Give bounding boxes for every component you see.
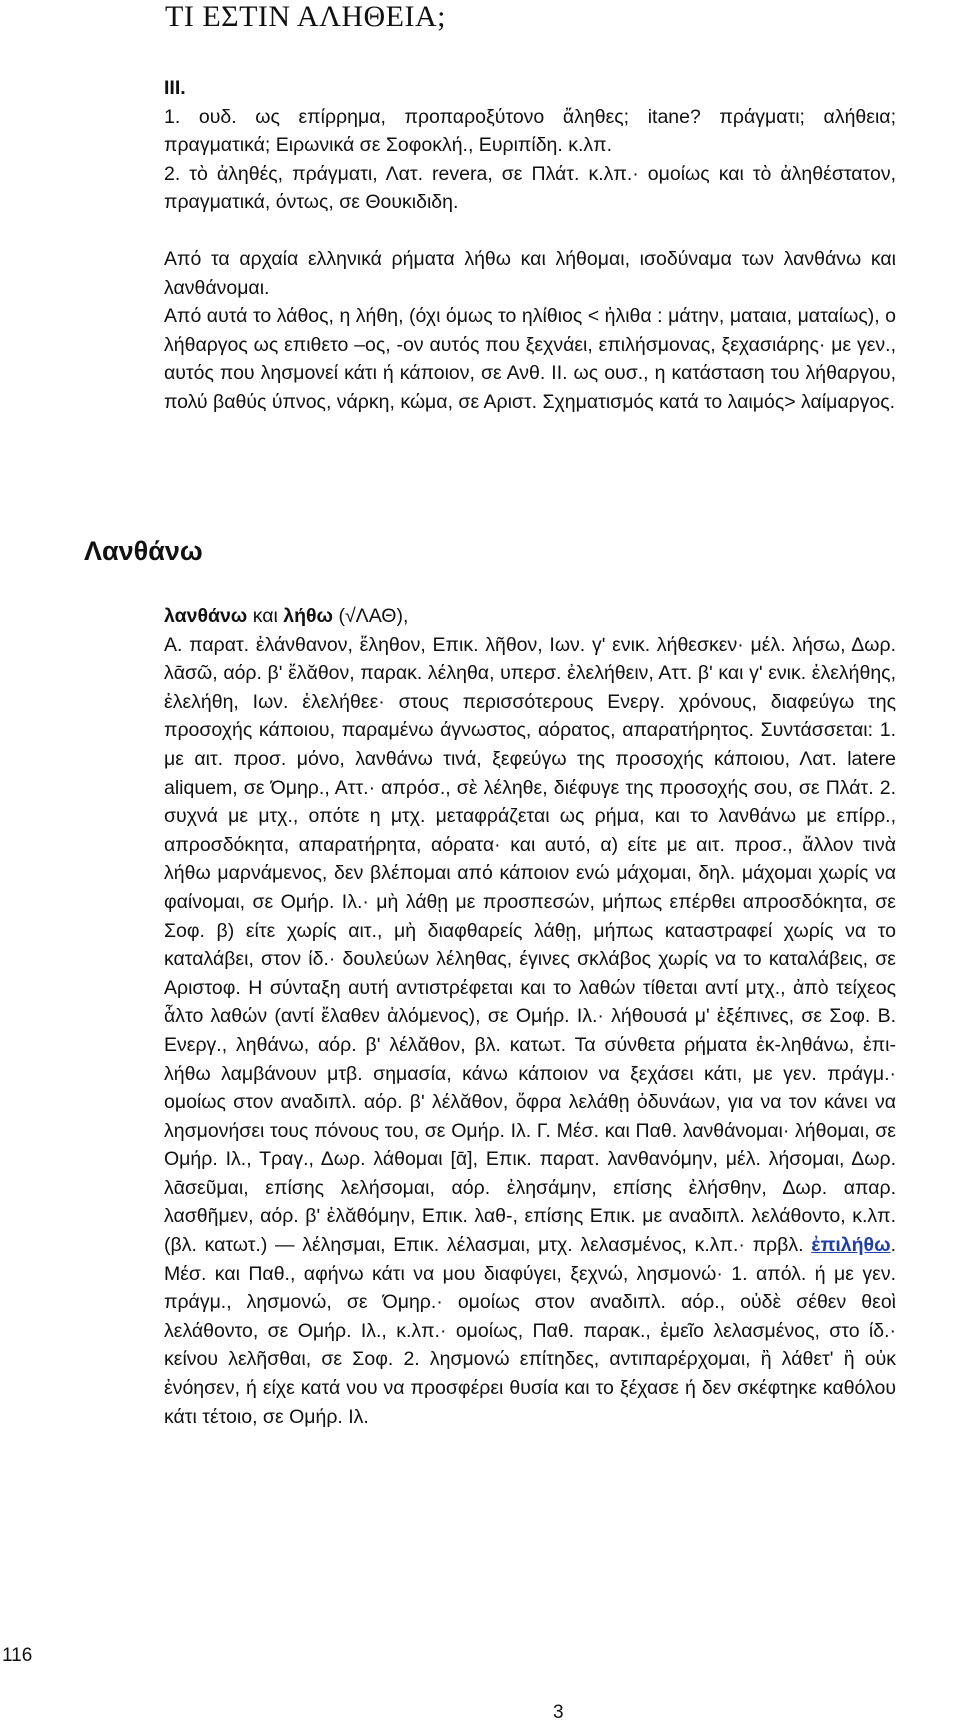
page-number-bottom: 3 bbox=[553, 1702, 564, 1723]
roman-numeral: III. bbox=[164, 77, 186, 99]
intro-paragraph-1: Από τα αρχαία ελληνικά ρήματα λήθω και λήθομαι, ισοδύναμα των λανθάνω και λανθάνομαι. bbox=[164, 247, 896, 299]
entry-body: Α. παρατ. ἐλάνθανον, ἔληθον, Επικ. λῆθον, Ιων. γʹ ενικ. λήθεσκεν· μέλ. λήσω, Δωρ. λᾱσῶ, αόρ. βʹ ἔλᾰθον, παρακ. λέληθα, υπερσ. ἐλελήθειν, Αττ. βʹ και γʹ ενικ. ἐλελήθης, ἐλελήθη, Ιων. ἐλελήθεε· στους περισσότερους Ενεργ. χρόνους, διαφεύγω της προσοχής κάποιου, παραμένω άγνωστος, αόρατος, απαρατήρητος. Συντάσσεται: 1. με αιτ. προσ. μόνο, λανθάνω τινά, ξεφεύγω της προσοχής κάποιου, Λατ. latere aliquem, σε Όμηρ., Αττ.· απρόσ., σὲ λέληθε, διέφυγε της προσοχής σου, σε Πλάτ. 2. συχνά με μτχ., οπότε η μτχ. μεταφράζεται ως ρήμα, και το λανθάνω με επίρρ., απροσδόκητα, απαρατήρητα, αόρατα· και αυτό, α) είτε με αιτ. προσ., ἄλλον τινὰ λήθω μαρνάμενος, δεν βλέπομαι από κάποιον ενώ μάχομαι, δηλ. μάχομαι χωρίς να φαίνομαι, σε Ομήρ. Ιλ.· μὴ λάθῃ με προσπεσών, μήπως επέρθει απροσδόκητα, σε Σοφ. β) είτε χωρίς αιτ., μὴ διαφθαρείς λάθῃ, μήπως καταστραφεί χωρίς να το καταλάβει, στον ίδ.· δουλεύων λέληθας, έγινες σκλάβος χωρίς να το καταλάβεις, σε Αριστοφ. Η σύνταξη αυτή αντιστρέφεται και το λαθών τίθεται αντί μτχ., ἀπὸ τείχεος ἆλτο λαθών (αντί ἔλαθεν ἁλόμενος), σε Ομήρ. Ιλ.· λήθουσά μ' ἐξέπινες, σε Σοφ. Β. Ενεργ., ληθάνω, αόρ. βʹ λέλᾰθον, βλ. κατωτ. Τα σύνθετα ρήματα ἐκ-ληθάνω, ἐπι-λήθω λαμβάνουν μτβ. σημασία, κάνω κάποιον να ξεχάσει κάτι, με γεν. πράγμ.· ομοίως στον αναδιπλ. αόρ. βʹ λέλᾰθον, ὄφρα λελάθῃ ὀδυνάων, για να τον κάνει να λησμονήσει τους πόνους του, σε Ομήρ. Ιλ. Γ. Μέσ. και Παθ. λανθάνομαι· λήθομαι, σε Ομήρ. Ιλ., Τραγ., Δωρ. λάθομαι [ᾱ], Επικ. παρατ. λανθανόμην, μέλ. λήσομαι, Δωρ. λᾱσεῦμαι, επίσης λελήσομαι, αόρ. ἐλησάμην, επίσης ἐλήσθην, Δωρ. απαρ. λασθῆμεν, αόρ. βʹ ἐλᾰθόμην, Επικ. λαθ-, επίσης Επικ. με αναδιπλ. λελάθοντο, κ.λπ. (βλ. κατωτ.) — λέλησμαι, Επικ. λέλασμαι, μτχ. λελασμένος, κ.λπ.· πρβλ. bbox=[164, 633, 896, 1257]
intro-line-2: 2. τὸ ἀληθές, πράγματι, Λατ. revera, σε Πλάτ. κ.λπ.· ομοίως και τὸ ἀληθέστατον, πραγματικά, όντως, σε Θουκιδιδη. bbox=[164, 162, 896, 214]
lemma-conjunction: και bbox=[252, 605, 278, 627]
intro-line-1: 1. ουδ. ως επίρρημα, προπαροξύτονο ἄληθες; itane? πράγματι; αλήθεια; πραγματικά; Ειρωνικά σε Σοφοκλή., Ευριπίδη. κ.λπ. bbox=[164, 105, 896, 157]
page-number-left: 116 bbox=[2, 1645, 33, 1666]
section-heading: Λανθάνω bbox=[84, 536, 203, 566]
entry-body-continued: . Μέσ. και Παθ., αφήνω κάτι να μου διαφύγει, ξεχνώ, λησμονώ· 1. απόλ. ή με γεν. πράγμ., λησμονώ, σε Όμηρ.· ομοίως στον αναδιπλ. αόρ., οὐδὲ σέθεν θεοὶ λελάθοντο, σε Ομήρ. Ιλ., κ.λπ.· ομοίως, Παθ. παρακ., ἐμεῖο λελασμένος, στο ίδ.· κείνου λελῆσθαι, σε Σοφ. 2. λησμονώ επίτηδες, αντιπαρέρχομαι, ἢ λάθετ' ἢ οὐκ ἐνόησεν, ή είχε κατά νου να προσφέρει θυσία και το ξέχασε ή δεν σκέφτηκε καθόλου κάτι τέτοιο, σε Ομήρ. Ιλ. bbox=[164, 1234, 896, 1428]
page-title: ΤΙ ΕΣΤΙΝ ΑΛΗΘΕΙΑ; bbox=[165, 0, 446, 33]
lemma-secondary: λήθω bbox=[283, 605, 334, 627]
dictionary-entry bbox=[164, 602, 896, 1431]
cross-reference-link[interactable]: ἐπιλήθω bbox=[811, 1234, 891, 1257]
lemma-main: λανθάνω bbox=[164, 605, 248, 627]
lemma-root: (√ΛΑΘ), bbox=[338, 605, 409, 627]
intro-section bbox=[164, 74, 896, 417]
intro-paragraph-2: Από αυτά το λάθος, η λήθη, (όχι όμως το ηλίθιος < ἠλιθα : μάτην, ματαια, ματαίως), ο λήθαργος ως επιθετο –ος, -ον αυτός που ξεχνάει, επιλήσμονας, ξεχασιάρης· με γεν., αυτός που λησμονεί κάτι ή κάποιον, σε Ανθ. II. ως ουσ., η κατάσταση του λήθαργου, πολύ βαθύς ύπνος, νάρκη, κώμα, σε Αριστ. Σχηματισμός κατά το λαιμός> λαίμαργος. bbox=[164, 305, 896, 413]
